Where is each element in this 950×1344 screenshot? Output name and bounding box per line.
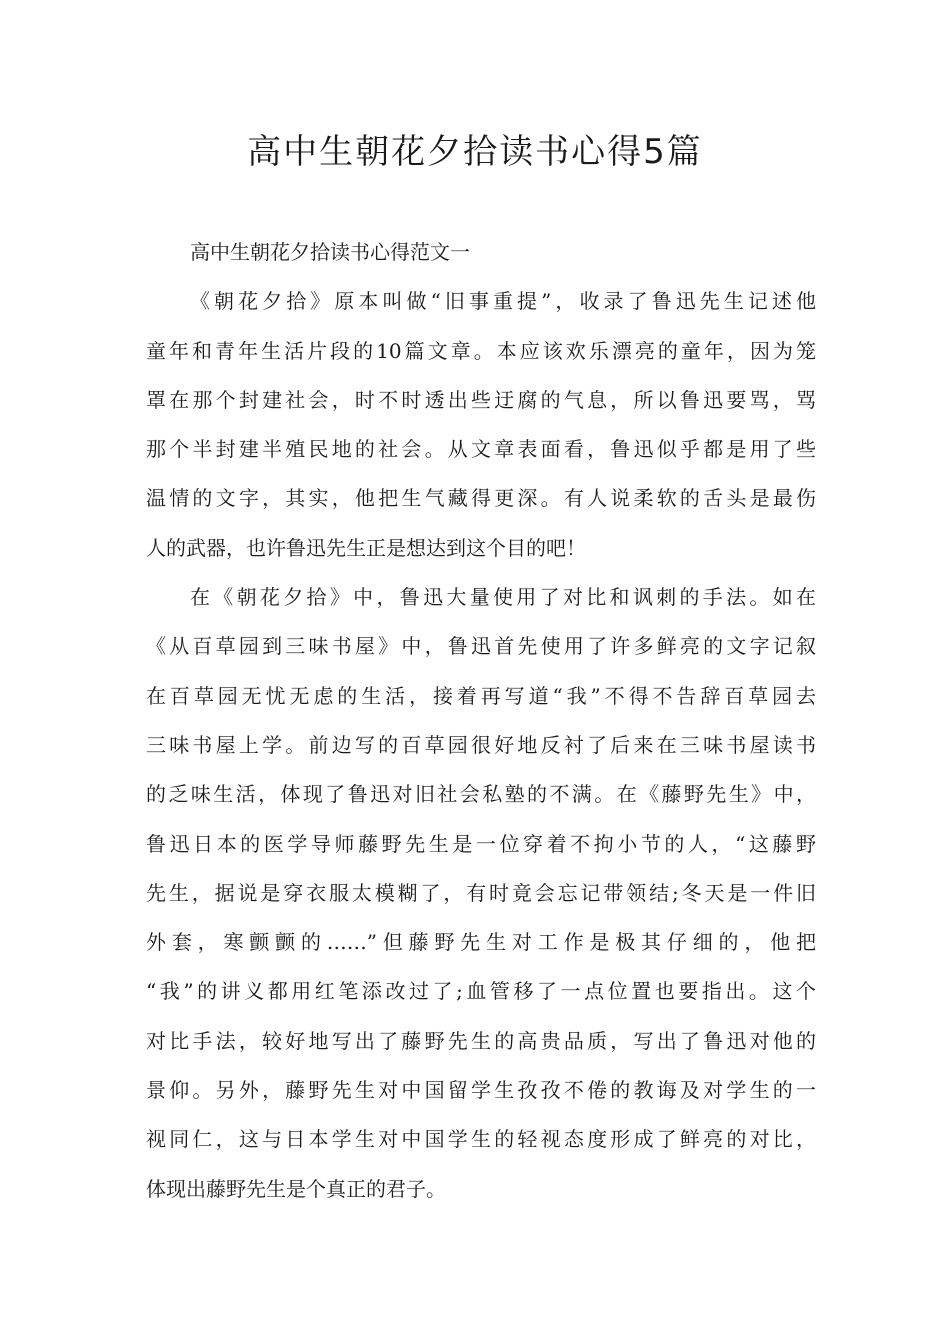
- paragraph-2-line-6: 鲁迅日本的医学导师藤野先生是一位穿着不拘小节的人，“这藤野: [146, 831, 816, 856]
- paragraph-2-line-3: 在百草园无忧无虑的生活，接着再写道“我”不得不告辞百草园去: [146, 683, 816, 708]
- paragraph-2-line-5: 的乏味生活，体现了鲁迅对旧社会私塾的不满。在《藤野先生》中，: [146, 782, 816, 807]
- section-heading: 高中生朝花夕拾读书心得范文一: [190, 240, 470, 264]
- document-title: 高中生朝花夕拾读书心得5篇: [247, 132, 703, 172]
- paragraph-2-line-1: 在《朝花夕拾》中，鲁迅大量使用了对比和讽刺的手法。如在: [190, 585, 816, 610]
- paragraph-2-line-12: 视同仁，这与日本学生对中国学生的轻视态度形成了鲜亮的对比，: [146, 1127, 816, 1152]
- paragraph-2-line-9: “我”的讲义都用红笔添改过了;血管移了一点位置也要指出。这个: [146, 979, 816, 1004]
- paragraph-1-line-2: 童年和青年生活片段的10篇文章。本应该欢乐漂亮的童年，因为笼: [146, 338, 816, 363]
- paragraph-2-line-8: 外套，寒颤颤的……”但藤野先生对工作是极其仔细的，他把: [146, 930, 816, 955]
- paragraph-2-line-2: 《从百草园到三味书屋》中，鲁迅首先使用了许多鲜亮的文字记叙: [146, 634, 816, 659]
- paragraph-2-line-10: 对比手法，较好地写出了藤野先生的高贵品质，写出了鲁迅对他的: [146, 1028, 816, 1053]
- paragraph-1-line-1: 《朝花夕拾》原本叫做“旧事重提”，收录了鲁迅先生记述他: [190, 289, 816, 314]
- paragraph-1-line-4: 那个半封建半殖民地的社会。从文章表面看，鲁迅似乎都是用了些: [146, 437, 816, 462]
- paragraph-1-line-3: 罩在那个封建社会，时不时透出些迂腐的气息，所以鲁迅要骂，骂: [146, 387, 816, 412]
- paragraph-2-line-7: 先生，据说是穿衣服太模糊了，有时竟会忘记带领结;冬天是一件旧: [146, 880, 816, 905]
- paragraph-2-line-13: 体现出藤野先生是个真正的君子。: [146, 1176, 446, 1201]
- paragraph-2-line-4: 三味书屋上学。前边写的百草园很好地反衬了后来在三味书屋读书: [146, 732, 816, 757]
- paragraph-1-line-6: 人的武器，也许鲁迅先生正是想达到这个目的吧！: [146, 535, 586, 560]
- paragraph-1-line-5: 温情的文字，其实，他把生气藏得更深。有人说柔软的舌头是最伤: [146, 486, 816, 511]
- document-body: [146, 228, 816, 1214]
- paragraph-2-line-11: 景仰。另外，藤野先生对中国留学生孜孜不倦的教诲及对学生的一: [146, 1078, 816, 1103]
